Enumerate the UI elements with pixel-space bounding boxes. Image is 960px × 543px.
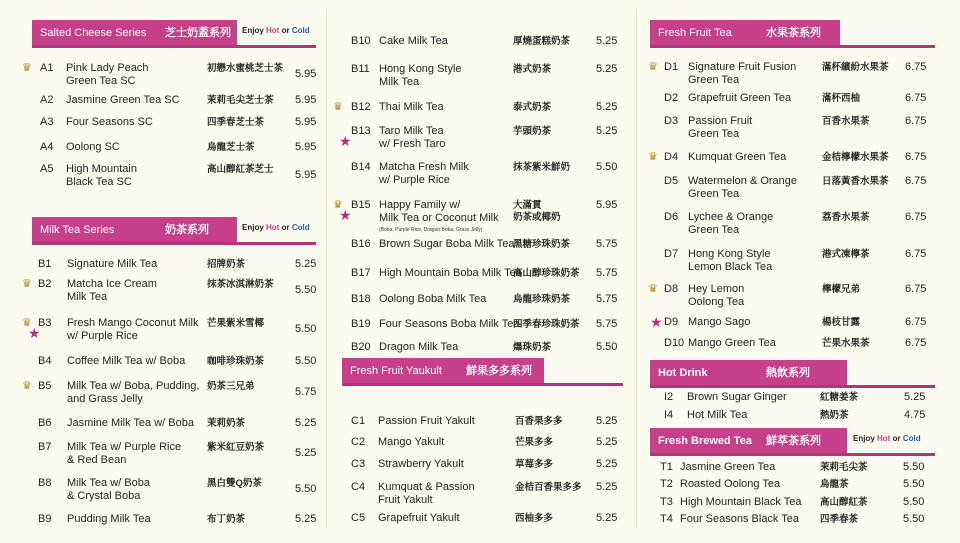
- item-name: Happy Family w/: [379, 199, 461, 211]
- section-title: Hot Drink: [658, 367, 708, 379]
- item-code: D7: [664, 248, 679, 260]
- item-name-zh: 烏龍茶: [820, 479, 849, 490]
- item-name: Four Seasons SC: [66, 116, 153, 128]
- item-price: 5.50: [596, 341, 618, 353]
- item-name-zh: 芒果水果茶: [822, 338, 870, 349]
- menu-item[interactable]: [0, 62, 320, 92]
- item-name-line2: & Red Bean: [67, 454, 127, 466]
- item-code: B14: [351, 161, 371, 173]
- item-name: Grapefruit Yakult: [378, 512, 460, 524]
- section-title-zh: 鮮果多多系列: [466, 365, 532, 377]
- item-name: Matcha Fresh Milk: [379, 161, 469, 173]
- item-price: 5.25: [596, 35, 618, 47]
- item-price: 5.75: [295, 386, 317, 398]
- menu-item[interactable]: [635, 513, 960, 543]
- section-title-zh: 奶茶系列: [165, 224, 209, 236]
- section-title: Fresh Fruit Tea: [658, 27, 732, 39]
- section-title-bar: [650, 360, 847, 386]
- item-code: B10: [351, 35, 371, 47]
- item-name: Hot Milk Tea: [687, 409, 748, 421]
- item-name-zh: 紫米紅豆奶茶: [207, 442, 265, 453]
- item-name: Signature Fruit Fusion: [688, 61, 797, 73]
- item-name-line2: & Crystal Boba: [67, 490, 141, 502]
- menu-item[interactable]: [635, 211, 960, 241]
- item-name: High Mountain Boba Milk Tea: [379, 267, 522, 279]
- item-price: 5.25: [295, 513, 317, 525]
- item-name-zh: 日落黃香水果茶: [822, 176, 889, 187]
- crown-icon: ♛: [22, 380, 32, 392]
- menu-item[interactable]: [325, 125, 630, 155]
- enjoy-hot-cold: Enjoy Hot or Cold: [853, 434, 921, 443]
- section-title-bar: [32, 20, 237, 46]
- item-name-zh: 茉莉毛尖茶: [820, 462, 868, 473]
- menu-item[interactable]: [0, 380, 320, 410]
- item-name: Oolong SC: [66, 141, 120, 153]
- item-code: B5: [38, 380, 52, 392]
- item-price: 6.75: [905, 61, 927, 73]
- item-price: 5.95: [295, 94, 317, 106]
- item-name: Oolong Boba Milk Tea: [379, 293, 487, 305]
- item-name-zh: 咖啡珍珠奶茶: [207, 356, 265, 367]
- menu-item[interactable]: [325, 199, 630, 233]
- item-name: Brown Sugar Boba Milk Tea: [379, 238, 515, 250]
- item-name-zh: 四季春茶: [820, 514, 859, 525]
- item-name: Mango Green Tea: [688, 337, 776, 349]
- item-code: C2: [351, 436, 366, 448]
- fresh-fruit-yakult-header: [342, 358, 623, 384]
- fresh-brewed-tea-header: [650, 428, 935, 454]
- item-name-zh-line2: 奶茶或椰奶: [513, 212, 561, 223]
- item-name-zh: 高山醇紅茶: [820, 497, 868, 508]
- item-price: 5.50: [903, 478, 925, 490]
- item-price: 5.50: [903, 513, 925, 525]
- item-name-zh: 港式凍檸茶: [822, 249, 870, 260]
- item-name-zh: 草莓多多: [515, 459, 554, 470]
- item-price: 5.25: [596, 63, 618, 75]
- item-name-line2: Green Tea: [688, 128, 740, 140]
- item-name-zh: 港式奶茶: [513, 64, 552, 75]
- item-code: A2: [40, 94, 54, 106]
- item-code: B17: [351, 267, 371, 279]
- section-underline: [650, 45, 935, 48]
- section-title-bar: [32, 217, 237, 243]
- item-name-line2: Milk Tea: [67, 291, 108, 303]
- item-price: 6.75: [905, 115, 927, 127]
- section-title: Fresh Brewed Tea: [658, 435, 752, 447]
- menu-column-2: [325, 0, 635, 538]
- item-name-zh: 四季春芝士茶: [207, 117, 265, 128]
- item-name-zh: 奶茶三兄弟: [207, 381, 255, 392]
- item-code: T2: [660, 478, 673, 490]
- item-name-line2: Fruit Yakult: [378, 494, 433, 506]
- menu-item[interactable]: [635, 175, 960, 205]
- item-name: Brown Sugar Ginger: [687, 391, 787, 403]
- item-name: Cake Milk Tea: [379, 35, 448, 47]
- enjoy-hot-cold: Enjoy Hot or Cold: [242, 223, 310, 232]
- item-name-line2: Milk Tea: [379, 76, 420, 88]
- item-name: High Mountain Black Tea: [680, 496, 802, 508]
- item-name-zh: 抹茶冰淇淋奶茶: [207, 279, 274, 290]
- item-name: Four Seasons Boba Milk Tea: [379, 318, 520, 330]
- menu-item[interactable]: [325, 238, 630, 268]
- item-price: 5.50: [903, 496, 925, 508]
- item-code: B6: [38, 417, 52, 429]
- menu-item[interactable]: [325, 35, 630, 65]
- item-name-zh: 厚燒蛋糕奶茶: [513, 36, 571, 47]
- item-price: 5.75: [596, 318, 618, 330]
- section-underline: [342, 383, 623, 386]
- item-code: D2: [664, 92, 679, 104]
- menu-item[interactable]: [0, 441, 320, 471]
- item-name-line2: Green Tea SC: [66, 75, 136, 87]
- item-code: D3: [664, 115, 679, 127]
- item-price: 5.95: [295, 68, 317, 80]
- item-code: B2: [38, 278, 52, 290]
- hot-drink-header: [650, 360, 935, 386]
- item-name-zh: 布丁奶茶: [207, 514, 246, 525]
- item-price: 6.75: [905, 92, 927, 104]
- item-price: 5.25: [596, 101, 618, 113]
- item-name-zh: 泰式奶茶: [513, 102, 552, 113]
- section-title-bar: [650, 20, 840, 46]
- item-code: D6: [664, 211, 679, 223]
- item-name-line2: w/ Fresh Taro: [379, 138, 446, 150]
- item-code: B19: [351, 318, 371, 330]
- item-code: D4: [664, 151, 679, 163]
- item-price: 5.95: [596, 199, 618, 211]
- star-icon: ★: [28, 325, 41, 341]
- item-code: C1: [351, 415, 366, 427]
- item-price: 6.75: [905, 337, 927, 349]
- item-name-zh: 楊枝甘露: [822, 317, 861, 328]
- item-name-zh: 高山醇珍珠奶茶: [513, 268, 580, 279]
- item-name-line2: Oolong Tea: [688, 296, 745, 308]
- item-code: I4: [664, 409, 674, 421]
- item-price: 5.25: [295, 417, 317, 429]
- item-name-zh: 抹茶紫米鮮奶: [513, 162, 571, 173]
- item-price: 5.50: [295, 483, 317, 495]
- item-code: D10: [664, 337, 685, 349]
- item-code: C3: [351, 458, 366, 470]
- item-name-line2: Green Tea: [688, 224, 740, 236]
- item-name: Matcha Ice Cream: [67, 278, 157, 290]
- section-title-bar: [342, 358, 544, 384]
- item-code: D8: [664, 283, 679, 295]
- item-price: 5.25: [596, 512, 618, 524]
- item-code: B13: [351, 125, 371, 137]
- item-code: D9: [664, 316, 679, 328]
- star-icon: ★: [339, 207, 352, 223]
- menu-item[interactable]: [0, 513, 320, 543]
- item-name: Passion Fruit Yakult: [378, 415, 475, 427]
- crown-icon: ♛: [22, 317, 32, 329]
- item-code: A3: [40, 116, 54, 128]
- item-code: B9: [38, 513, 52, 525]
- section-title-bar: [650, 428, 847, 454]
- item-price: 5.50: [295, 284, 317, 296]
- item-name: Passion Fruit: [688, 115, 753, 127]
- menu-column-3: [635, 0, 960, 538]
- item-name: Jasmine Milk Tea w/ Boba: [67, 417, 194, 429]
- item-code: T1: [660, 461, 673, 473]
- item-code: B18: [351, 293, 371, 305]
- item-price: 6.75: [905, 283, 927, 295]
- item-name-zh: 芋頭奶茶: [513, 126, 552, 137]
- item-code: A1: [40, 62, 54, 74]
- item-name: Dragon Milk Tea: [379, 341, 459, 353]
- crown-icon: ♛: [333, 199, 343, 211]
- item-name-zh: 紅糖姜茶: [820, 392, 859, 403]
- item-name: Jasmine Green Tea: [680, 461, 776, 473]
- item-name: Milk Tea w/ Boba: [67, 477, 150, 489]
- menu-item[interactable]: [635, 283, 960, 313]
- enjoy-hot-cold: Enjoy Hot or Cold: [242, 26, 310, 35]
- item-name: Pink Lady Peach: [66, 62, 149, 74]
- section-title-zh: 芝士奶蓋系列: [165, 27, 231, 39]
- section-title-zh: 水果茶系列: [766, 27, 821, 39]
- item-name-zh: 黑白雙Q奶茶: [207, 478, 262, 489]
- item-name-zh: 大滿貫: [513, 200, 542, 211]
- item-name: Hong Kong Style: [688, 248, 771, 260]
- menu-item[interactable]: [0, 163, 320, 193]
- item-name-zh: 爆珠奶茶: [513, 342, 552, 353]
- item-price: 6.75: [905, 151, 927, 163]
- menu-item[interactable]: [325, 481, 630, 511]
- item-name: Mango Yakult: [378, 436, 445, 448]
- star-icon: ★: [650, 314, 663, 330]
- item-price: 6.75: [905, 248, 927, 260]
- item-name: Strawberry Yakult: [378, 458, 464, 470]
- item-code: B7: [38, 441, 52, 453]
- item-name-zh: 百香水果茶: [822, 116, 870, 127]
- item-name-zh: 烏龍芝士茶: [207, 142, 255, 153]
- crown-icon: ♛: [22, 62, 32, 74]
- item-price: 5.75: [596, 238, 618, 250]
- item-price: 5.50: [596, 161, 618, 173]
- crown-icon: ♛: [333, 101, 343, 113]
- item-name-zh: 黑糖珍珠奶茶: [513, 239, 571, 250]
- menu-item[interactable]: [635, 248, 960, 278]
- menu-item[interactable]: [0, 317, 320, 347]
- item-code: B11: [351, 63, 370, 75]
- item-code: B1: [38, 258, 52, 270]
- item-name: Grapefruit Green Tea: [688, 92, 792, 104]
- item-name-zh: 百香果多多: [515, 416, 563, 427]
- item-code: B3: [38, 317, 52, 329]
- item-name-zh: 荔香水果茶: [822, 212, 870, 223]
- item-name-line2: w/ Purple Rice: [379, 174, 450, 186]
- item-price: 5.95: [295, 116, 317, 128]
- section-title: Milk Tea Series: [40, 224, 115, 236]
- item-price: 5.75: [596, 293, 618, 305]
- item-name-line2: Black Tea SC: [66, 176, 132, 188]
- section-underline: [650, 385, 935, 388]
- item-price: 5.50: [295, 355, 317, 367]
- menu-item[interactable]: [0, 278, 320, 308]
- menu-column-1: [0, 0, 325, 538]
- item-code: B8: [38, 477, 52, 489]
- item-name-line2: Green Tea: [688, 188, 740, 200]
- salted-cheese-header: [32, 20, 316, 46]
- item-name-line2: Green Tea: [688, 74, 740, 86]
- item-code: B12: [351, 101, 371, 113]
- item-name-zh: 茉莉奶茶: [207, 418, 246, 429]
- item-name: Watermelon & Orange: [688, 175, 798, 187]
- item-name-zh: 四季春珍珠奶茶: [513, 319, 580, 330]
- item-price: 6.75: [905, 211, 927, 223]
- item-name-line2: w/ Purple Rice: [67, 330, 138, 342]
- menu-item[interactable]: [0, 477, 320, 507]
- menu-item[interactable]: [635, 115, 960, 145]
- item-name-zh: 熱奶茶: [820, 410, 849, 421]
- section-underline: [32, 45, 316, 48]
- milk-tea-header: [32, 217, 316, 243]
- item-price: 5.25: [596, 458, 618, 470]
- item-name: Kumquat & Passion: [378, 481, 475, 493]
- item-name: Jasmine Green Tea SC: [66, 94, 180, 106]
- item-name-zh: 高山醇紅茶芝士: [207, 164, 274, 175]
- item-price: 5.25: [596, 481, 618, 493]
- crown-icon: ♛: [22, 278, 32, 290]
- item-name-zh: 金桔百香果多多: [515, 482, 582, 493]
- item-code: A4: [40, 141, 54, 153]
- section-title: Salted Cheese Series: [40, 27, 147, 39]
- menu-item[interactable]: [325, 161, 630, 191]
- item-note: (Boba, Purple Rice, Dragon Boba, Grass Jelly): [379, 227, 483, 233]
- item-name: Hey Lemon: [688, 283, 745, 295]
- item-price: 5.75: [596, 267, 618, 279]
- item-name: Roasted Oolong Tea: [680, 478, 781, 490]
- item-name: Taro Milk Tea: [379, 125, 444, 137]
- item-name: Thai Milk Tea: [379, 101, 444, 113]
- item-name-line2: Lemon Black Tea: [688, 261, 773, 273]
- item-code: T3: [660, 496, 673, 508]
- item-name: Signature Milk Tea: [67, 258, 158, 270]
- item-name-line2: and Grass Jelly: [67, 393, 143, 405]
- item-code: A5: [40, 163, 54, 175]
- item-code: C5: [351, 512, 366, 524]
- menu-item[interactable]: [635, 61, 960, 91]
- star-icon: ★: [339, 133, 352, 149]
- item-code: D5: [664, 175, 679, 187]
- item-name: Kumquat Green Tea: [688, 151, 787, 163]
- item-price: 5.50: [903, 461, 925, 473]
- item-code: B20: [351, 341, 371, 353]
- item-code: C4: [351, 481, 366, 493]
- item-name-zh: 滿杯西柚: [822, 93, 861, 104]
- item-price: 5.95: [295, 169, 317, 181]
- section-underline: [650, 453, 935, 456]
- item-name: Hong Kong Style: [379, 63, 462, 75]
- item-price: 5.50: [295, 323, 317, 335]
- item-price: 5.95: [295, 141, 317, 153]
- item-name: Fresh Mango Coconut Milk: [67, 317, 199, 329]
- menu-item[interactable]: [325, 63, 630, 93]
- item-price: 6.75: [905, 175, 927, 187]
- item-name: Coffee Milk Tea w/ Boba: [67, 355, 186, 367]
- section-title: Fresh Fruit Yaukult: [350, 365, 442, 377]
- item-price: 5.25: [295, 447, 317, 459]
- item-name-zh: 檸檬兄弟: [822, 284, 861, 295]
- item-name-zh: 茉莉毛尖芝士茶: [207, 95, 274, 106]
- item-price: 6.75: [905, 316, 927, 328]
- item-name: High Mountain: [66, 163, 137, 175]
- item-name-zh: 招牌奶茶: [207, 259, 246, 270]
- item-name-zh: 烏龍珍珠奶茶: [513, 294, 571, 305]
- item-name-zh: 金桔檸檬水果茶: [822, 152, 889, 163]
- item-name: Pudding Milk Tea: [67, 513, 151, 525]
- item-name: Mango Sago: [688, 316, 751, 328]
- item-name: Lychee & Orange: [688, 211, 774, 223]
- item-code: B4: [38, 355, 52, 367]
- crown-icon: ♛: [648, 151, 658, 163]
- item-name-zh: 芒果紫米雪椰: [207, 318, 265, 329]
- section-title-zh: 鮮萃茶系列: [766, 435, 821, 447]
- item-price: 5.25: [596, 436, 618, 448]
- item-name-zh: 芒果多多: [515, 437, 554, 448]
- crown-icon: ♛: [648, 61, 658, 73]
- item-name: Milk Tea w/ Purple Rice: [67, 441, 182, 453]
- item-name-line2: Milk Tea or Coconut Milk: [379, 212, 499, 224]
- item-code: B15: [351, 199, 371, 211]
- item-code: I2: [664, 391, 674, 403]
- item-name: Four Seasons Black Tea: [680, 513, 800, 525]
- section-underline: [32, 242, 316, 245]
- item-name-zh: 滿杯繽紛水果茶: [822, 62, 889, 73]
- item-code: B16: [351, 238, 371, 250]
- crown-icon: ♛: [648, 283, 658, 295]
- item-name: Milk Tea w/ Boba, Pudding,: [67, 380, 200, 392]
- item-name-zh: 初戀水蜜桃芝士茶: [207, 63, 284, 74]
- item-code: T4: [660, 513, 673, 525]
- item-price: 5.25: [904, 391, 926, 403]
- item-price: 5.25: [596, 415, 618, 427]
- item-price: 5.25: [596, 125, 618, 137]
- section-title-zh: 熱飲系列: [766, 367, 810, 379]
- item-code: D1: [664, 61, 679, 73]
- item-price: 4.75: [904, 409, 926, 421]
- item-price: 5.25: [295, 258, 317, 270]
- fresh-fruit-tea-header: [650, 20, 935, 46]
- item-name-zh: 西柚多多: [515, 513, 554, 524]
